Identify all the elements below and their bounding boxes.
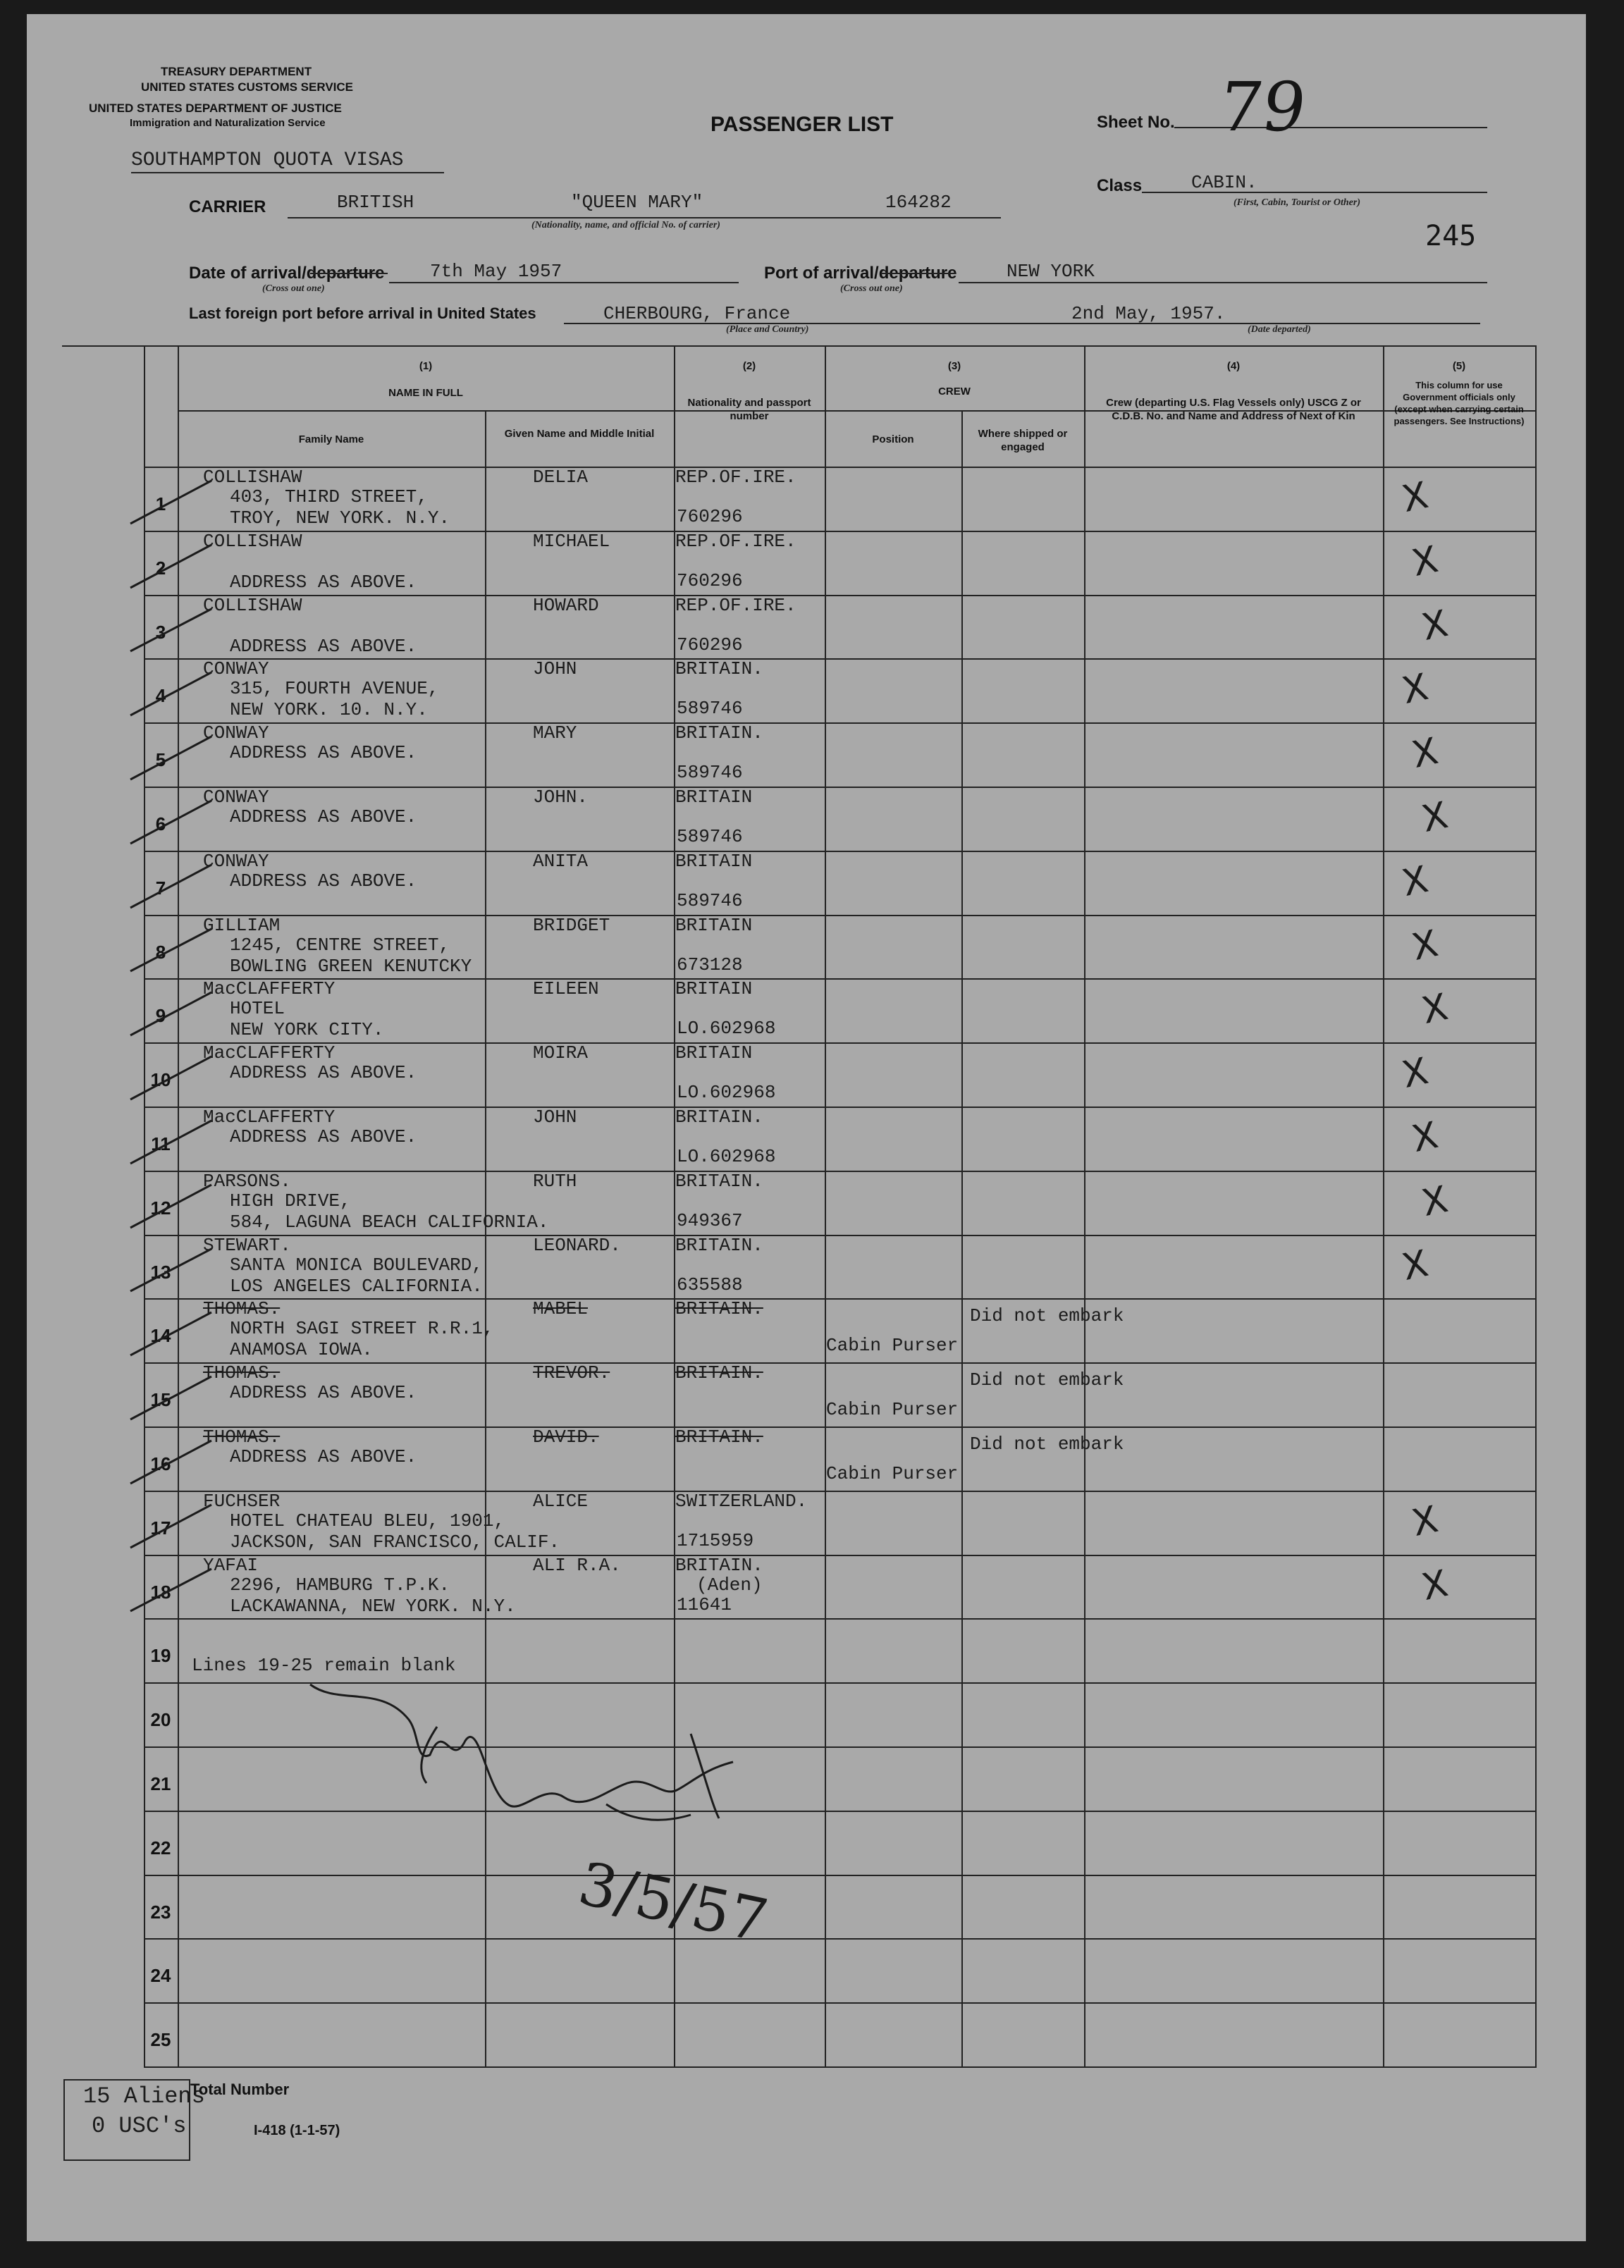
nationality: BRITAIN: [675, 915, 753, 936]
address-line-1: SANTA MONICA BOULEVARD,: [230, 1255, 483, 1276]
address-line-1: HOTEL CHATEAU BLEU, 1901,: [230, 1510, 505, 1531]
row-number: 4: [155, 685, 166, 706]
nationality: BRITAIN.: [675, 1235, 763, 1256]
col1-title: NAME IN FULL: [388, 387, 463, 399]
nationality: BRITAIN.: [675, 1555, 763, 1576]
row-number: 6: [155, 813, 166, 834]
col2-number: (2): [742, 360, 756, 372]
passport-number: 589746: [677, 762, 743, 783]
blank-lines-note: Lines 19-25 remain blank: [192, 1655, 456, 1676]
family-name: MacCLAFFERTY: [203, 978, 336, 999]
given-name: JOHN.: [533, 787, 589, 808]
total-aliens: 15 Aliens: [83, 2083, 205, 2109]
inspection-mark: X: [1398, 1049, 1432, 1097]
carrier-name: "QUEEN MARY": [571, 192, 703, 213]
given-name: MOIRA: [533, 1042, 589, 1064]
address-line-1: ADDRESS AS ABOVE.: [230, 1382, 417, 1403]
agency-line-2: UNITED STATES CUSTOMS SERVICE: [141, 80, 354, 94]
row-number: 22: [150, 1837, 171, 1859]
nationality: REP.OF.IRE.: [675, 595, 796, 616]
passport-number: LO.602968: [677, 1146, 776, 1167]
nationality: BRITAIN: [675, 787, 753, 808]
inspection-mark: X: [1418, 1562, 1452, 1610]
family-name: STEWART.: [203, 1235, 291, 1256]
arrival-label: Date of arrival/departure: [189, 264, 385, 283]
address-line-2: NEW YORK. 10. N.Y.: [230, 699, 428, 720]
address-line-1: 2296, HAMBURG T.P.K.: [230, 1574, 450, 1596]
col2-title: Nationality and passport number: [687, 397, 811, 422]
crew-signature-label: Cabin Purser: [826, 1399, 959, 1420]
family-name: PARSONS.: [203, 1171, 291, 1192]
col-given-name: Given Name and Middle Initial: [504, 428, 655, 440]
passport-number: 11641: [677, 1594, 732, 1615]
last-port-caption: (Place and Country): [726, 324, 809, 335]
address-line-2: JACKSON, SAN FRANCISCO, CALIF.: [230, 1531, 560, 1553]
passport-number: 1715959: [677, 1530, 754, 1551]
carrier-nationality: BRITISH: [337, 192, 414, 213]
page-stamp: 245: [1425, 220, 1477, 252]
agency-line-1: TREASURY DEPARTMENT: [161, 65, 312, 78]
official-signature: [296, 1677, 789, 2044]
row-number: 12: [150, 1197, 171, 1219]
passport-number: LO.602968: [677, 1082, 776, 1103]
col3-number: (3): [947, 360, 961, 372]
inspection-mark: X: [1408, 538, 1442, 586]
inspection-mark: X: [1408, 1114, 1442, 1161]
given-name: TREVOR.: [533, 1362, 610, 1383]
given-name: DAVID.: [533, 1426, 599, 1448]
nationality: REP.OF.IRE.: [675, 531, 796, 552]
family-name: CONWAY: [203, 722, 269, 744]
col1-number: (1): [419, 360, 433, 372]
row-number: 17: [150, 1517, 171, 1539]
passport-number: 760296: [677, 570, 743, 591]
row-number: 5: [155, 749, 166, 770]
address-line-1: ADDRESS AS ABOVE.: [230, 870, 417, 892]
nationality: BRITAIN.: [675, 1107, 763, 1128]
address-line-2: NEW YORK CITY.: [230, 1019, 384, 1040]
crew-signature-label: Cabin Purser: [826, 1463, 959, 1484]
row-number: 15: [150, 1389, 171, 1410]
address-line-2: 584, LAGUNA BEACH CALIFORNIA.: [230, 1212, 549, 1233]
inspection-mark: X: [1398, 858, 1432, 906]
given-name: MARY: [533, 722, 577, 744]
address-line-2: LOS ANGELES CALIFORNIA.: [230, 1276, 483, 1297]
nationality: BRITAIN: [675, 1042, 753, 1064]
address-line-1: 1245, CENTRE STREET,: [230, 935, 450, 956]
row-number: 1: [155, 493, 166, 514]
total-number-label: Total Number: [190, 2081, 290, 2098]
address-line-2: BOWLING GREEN KENUTCKY: [230, 956, 472, 977]
address-line-2: LACKAWANNA, NEW YORK. N.Y.: [230, 1596, 516, 1617]
nationality: BRITAIN.: [675, 658, 763, 679]
crew-note: Did not embark: [970, 1369, 1124, 1391]
col-family-name: Family Name: [298, 433, 364, 445]
family-name: THOMAS.: [203, 1362, 281, 1383]
col4-title: Crew (departing U.S. Flag Vessels only) USCG Z or C.D.B. No. and Name and Address of Next of Kin: [1106, 397, 1361, 422]
agency-line-3: UNITED STATES DEPARTMENT OF JUSTICE: [89, 101, 342, 115]
family-name: CONWAY: [203, 787, 269, 808]
address-line-1: ADDRESS AS ABOVE.: [230, 1062, 417, 1083]
nationality: BRITAIN.: [675, 1426, 763, 1448]
form-number: I-418 (1-1-57): [254, 2123, 340, 2138]
family-name: COLLISHAW: [203, 467, 302, 488]
address-line-1: HIGH DRIVE,: [230, 1190, 351, 1212]
inspection-mark: X: [1418, 794, 1452, 842]
family-name: YAFAI: [203, 1555, 259, 1576]
family-name: THOMAS.: [203, 1426, 281, 1448]
col-position: Position: [872, 433, 914, 445]
stamp-line: SOUTHAMPTON QUOTA VISAS: [131, 149, 404, 171]
port-label: Port of arrival/departure: [764, 264, 957, 283]
address-line-2: TROY, NEW YORK. N.Y.: [230, 507, 450, 529]
inspection-mark: X: [1418, 985, 1452, 1033]
last-port-value: CHERBOURG, France: [603, 303, 791, 324]
inspection-mark: X: [1408, 729, 1442, 777]
row-number: 2: [155, 557, 166, 579]
last-port-date-caption: (Date departed): [1248, 324, 1311, 335]
given-name: HOWARD: [533, 595, 599, 616]
family-name: COLLISHAW: [203, 531, 302, 552]
family-name: MacCLAFFERTY: [203, 1107, 336, 1128]
port-caption: (Cross out one): [840, 283, 903, 294]
given-name: BRIDGET: [533, 915, 610, 936]
row-number: 10: [150, 1069, 171, 1090]
row-number: 3: [155, 622, 166, 643]
inspection-mark: X: [1418, 602, 1452, 650]
given-name: ALICE: [533, 1491, 589, 1512]
crew-note: Did not embark: [970, 1434, 1124, 1455]
given-name: LEONARD.: [533, 1235, 621, 1256]
row-number: 21: [150, 1773, 171, 1794]
crew-signature-label: Cabin Purser: [826, 1335, 959, 1356]
passport-number: 635588: [677, 1274, 743, 1295]
passport-number: 589746: [677, 890, 743, 911]
address-line-1: ADDRESS AS ABOVE.: [230, 806, 417, 827]
row-number: 24: [150, 1965, 171, 1986]
nationality: BRITAIN.: [675, 1362, 763, 1383]
inspection-mark: X: [1398, 474, 1432, 522]
address-line-1: HOTEL: [230, 998, 285, 1019]
address-line-1: NORTH SAGI STREET R.R.1,: [230, 1318, 494, 1339]
col3-title: CREW: [938, 386, 971, 397]
class-value: CABIN.: [1191, 172, 1257, 193]
address-line-1: ADDRESS AS ABOVE.: [230, 1126, 417, 1147]
inspection-mark: X: [1398, 1242, 1432, 1290]
given-name: JOHN: [533, 1107, 577, 1128]
given-name: ALI R.A.: [533, 1555, 621, 1576]
family-name: THOMAS.: [203, 1298, 281, 1319]
arrival-value: 7th May 1957: [430, 261, 562, 282]
row-number: 18: [150, 1582, 171, 1603]
given-name: RUTH: [533, 1171, 577, 1192]
agency-line-4: Immigration and Naturalization Service: [130, 117, 326, 129]
given-name: JOHN: [533, 658, 577, 679]
last-port-date: 2nd May, 1957.: [1071, 303, 1226, 324]
sheet-number: 79: [1214, 68, 1312, 147]
port-value: NEW YORK: [1007, 261, 1095, 282]
nationality: BRITAIN: [675, 851, 753, 872]
nationality: BRITAIN.: [675, 722, 763, 744]
row-number: 20: [150, 1709, 171, 1730]
passport-number: 673128: [677, 954, 743, 975]
given-name: ANITA: [533, 851, 589, 872]
row-number: 16: [150, 1453, 171, 1474]
family-name: CONWAY: [203, 851, 269, 872]
nationality: BRITAIN: [675, 978, 753, 999]
family-name: FUCHSER: [203, 1491, 281, 1512]
inspection-mark: X: [1418, 1178, 1452, 1226]
row-number: 7: [155, 877, 166, 899]
address-line-1: ADDRESS AS ABOVE.: [230, 742, 417, 763]
col4-number: (4): [1226, 360, 1241, 372]
given-name: DELIA: [533, 467, 589, 488]
total-uscs: 0 USC's: [92, 2113, 187, 2139]
address-line-1: 403, THIRD STREET,: [230, 486, 428, 507]
given-name: EILEEN: [533, 978, 599, 999]
given-name: MABEL: [533, 1298, 589, 1319]
nationality: REP.OF.IRE.: [675, 467, 796, 488]
carrier-caption: (Nationality, name, and official No. of carrier): [531, 220, 720, 230]
form-title: PASSENGER LIST: [710, 113, 894, 136]
nationality: BRITAIN.: [675, 1298, 763, 1319]
passport-number: 760296: [677, 634, 743, 655]
inspection-mark: X: [1408, 1498, 1442, 1546]
last-port-label: Last foreign port before arrival in United States: [189, 304, 536, 322]
family-name: CONWAY: [203, 658, 269, 679]
row-number: 19: [150, 1645, 171, 1666]
sheet-label: Sheet No.: [1097, 113, 1175, 132]
row-number: 23: [150, 1902, 171, 1923]
address-line-1: 315, FOURTH AVENUE,: [230, 678, 439, 699]
address-line-2: ADDRESS AS ABOVE.: [230, 572, 417, 593]
check-slashes: [0, 0, 1, 1]
carrier-official-no: 164282: [885, 192, 952, 213]
nationality: SWITZERLAND.: [675, 1491, 808, 1512]
family-name: GILLIAM: [203, 915, 281, 936]
class-caption: (First, Cabin, Tourist or Other): [1234, 197, 1360, 208]
row-number: 13: [150, 1262, 171, 1283]
passport-number: 760296: [677, 506, 743, 527]
arrival-caption: (Cross out one): [262, 283, 325, 294]
class-label: Class: [1097, 176, 1143, 195]
given-name: MICHAEL: [533, 531, 610, 552]
nationality: BRITAIN.: [675, 1171, 763, 1192]
family-name: MacCLAFFERTY: [203, 1042, 336, 1064]
address-line-2: ADDRESS AS ABOVE.: [230, 636, 417, 657]
col-where-shipped: Where shipped or engaged: [978, 428, 1068, 453]
handwritten-date: 3/5/57: [572, 1848, 774, 1956]
passport-number: 589746: [677, 698, 743, 719]
passport-number: 589746: [677, 826, 743, 847]
carrier-label: CARRIER: [189, 197, 266, 216]
passport-number: 949367: [677, 1210, 743, 1231]
address-line-2: ANAMOSA IOWA.: [230, 1339, 373, 1360]
row-number: 9: [155, 1005, 166, 1026]
family-name: COLLISHAW: [203, 595, 302, 616]
crew-note: Did not embark: [970, 1305, 1124, 1326]
row-number: 25: [150, 2029, 171, 2050]
inspection-mark: X: [1398, 665, 1432, 713]
passport-number: LO.602968: [677, 1018, 776, 1039]
row-number: 14: [150, 1325, 171, 1346]
row-number: 11: [151, 1133, 171, 1154]
nationality-note: (Aden): [696, 1574, 763, 1596]
address-line-1: ADDRESS AS ABOVE.: [230, 1446, 417, 1467]
row-number: 8: [155, 942, 166, 963]
col5-number: (5): [1452, 360, 1466, 372]
inspection-mark: X: [1408, 922, 1442, 970]
col5-title: This column for use Government officials only (except when carrying certain passengers. See Instructions): [1394, 380, 1525, 426]
